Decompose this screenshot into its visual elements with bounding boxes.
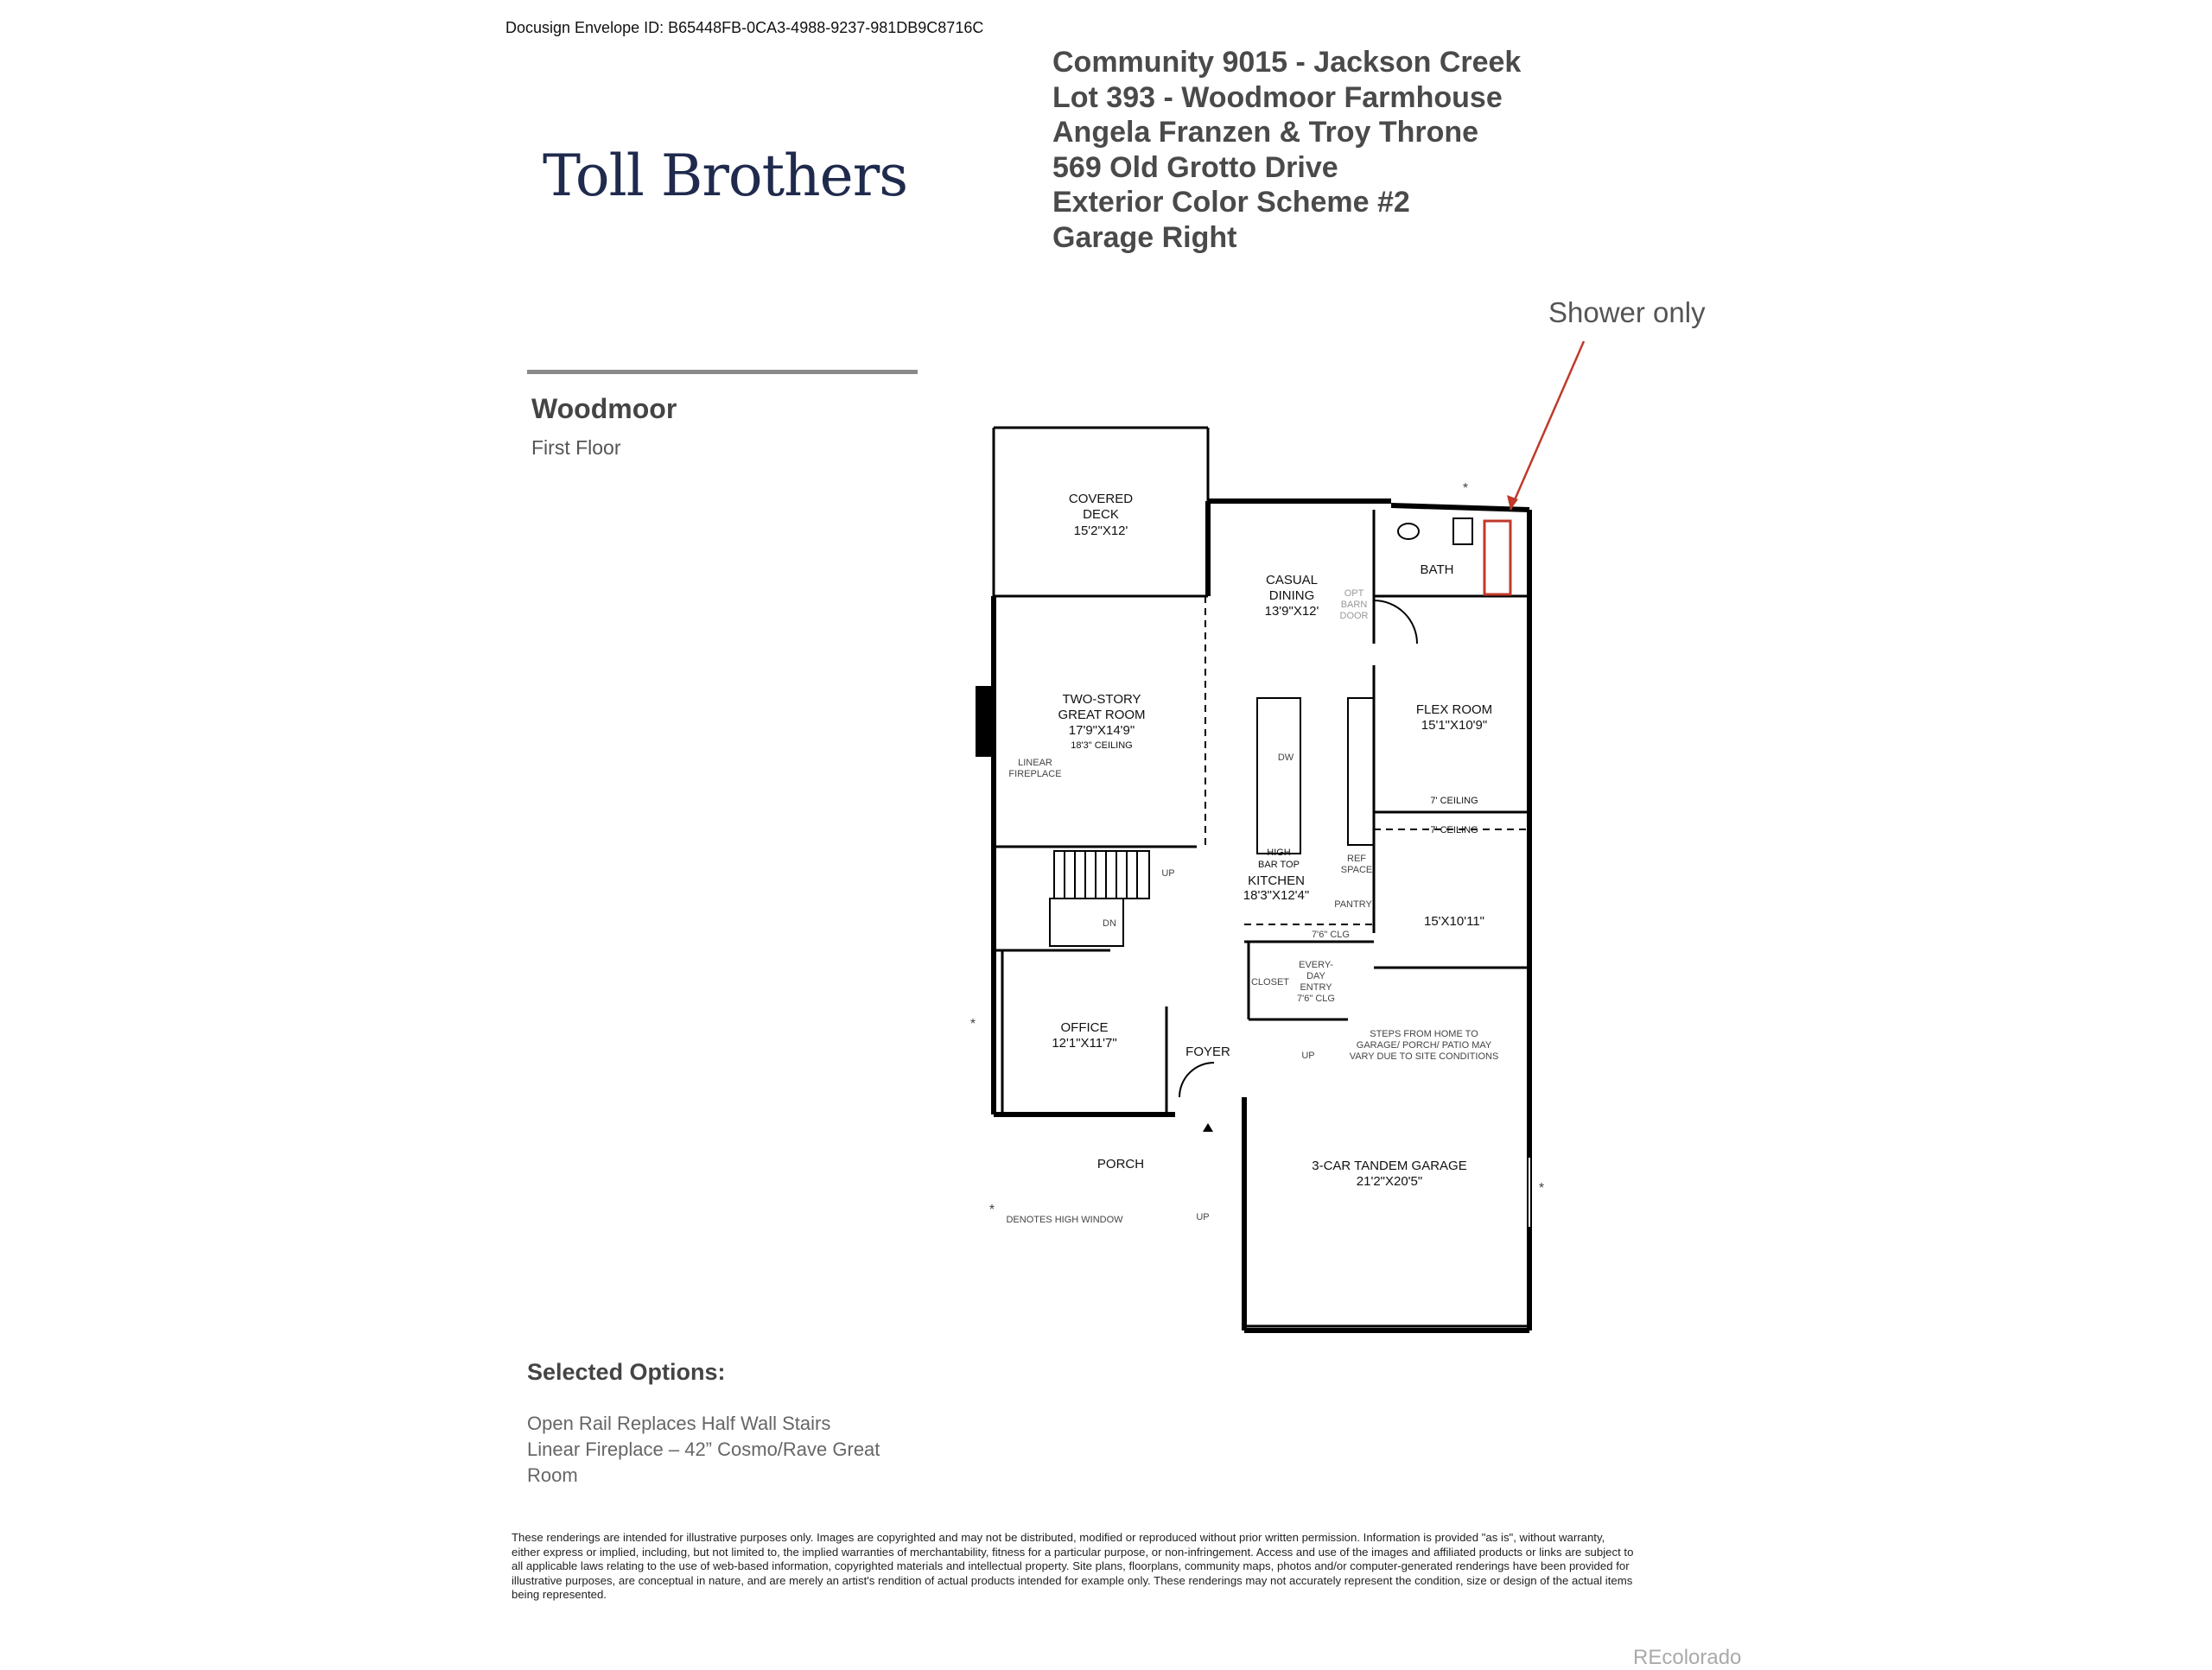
legal-disclaimer: These renderings are intended for illustrative purposes only. Images are copyrighted and may not be distributed, modified or reproduced without prior written permission. Information is provided "as is", without warranty, either express or implied, including, but not limited to, the implied warranties of merchantability, fitness for a particular purpose, or non-infringement. Access and use of the images and affiliated products or links are subject to all applicable laws relating to the use of web-based information, copyrighted materials and intellectual property. Site plans, floorplans, community maps, photos and/or computer-generated renderings have been provided for illustrative purposes, are conceptual in nature, and are merely an artist's rendition of actual products intended for example only. These renderings may not accurately represent the condition, size or design of the actual items being represented. bbox=[512, 1531, 1634, 1601]
label-casual-dining-3: 13'9"X12' bbox=[1264, 604, 1319, 619]
kitchen-island bbox=[1257, 698, 1300, 854]
shower-only-annotation: Shower only bbox=[1548, 296, 1706, 328]
label-office-1: OFFICE bbox=[1060, 1020, 1109, 1035]
bath-door-swing bbox=[1374, 600, 1417, 644]
color-scheme-line: Exterior Color Scheme #2 bbox=[1052, 186, 1410, 219]
bath-sink bbox=[1398, 524, 1419, 539]
label-up-1: UP bbox=[1161, 868, 1175, 879]
label-fireplace-2: FIREPLACE bbox=[1008, 769, 1062, 779]
label-great-room-2: GREAT ROOM bbox=[1058, 708, 1146, 722]
label-dw: DW bbox=[1277, 752, 1294, 763]
label-kitchen-2: 18'3"X12'4" bbox=[1243, 888, 1310, 903]
label-flex-room-2: 15'1"X10'9" bbox=[1421, 718, 1488, 733]
label-kitchen-1: KITCHEN bbox=[1248, 873, 1305, 888]
high-window-star-2: * bbox=[969, 1017, 976, 1032]
label-everyday-3: ENTRY bbox=[1300, 982, 1332, 993]
label-ref-space-1: REF bbox=[1347, 854, 1366, 864]
label-pantry: PANTRY bbox=[1334, 899, 1372, 910]
option-item: Open Rail Replaces Half Wall Stairs bbox=[527, 1413, 831, 1434]
label-clg-76: 7'6" CLG bbox=[1312, 930, 1350, 940]
linear-fireplace bbox=[976, 687, 994, 756]
label-ceiling-7b: 7' CEILING bbox=[1430, 825, 1478, 835]
stairs bbox=[1050, 851, 1149, 946]
shower-highlight-box bbox=[1484, 521, 1510, 594]
label-closet: CLOSET bbox=[1250, 977, 1290, 987]
label-covered-deck-1: COVERED bbox=[1068, 492, 1134, 506]
label-everyday-4: 7'6" CLG bbox=[1297, 994, 1335, 1004]
label-great-room-1: TWO-STORY bbox=[1062, 692, 1141, 707]
floor-name: First Floor bbox=[531, 436, 621, 459]
label-garage-bay: 15'X10'11" bbox=[1424, 914, 1484, 929]
toll-brothers-logo: Toll Brothers bbox=[543, 143, 908, 209]
label-covered-deck-3: 15'2"X12' bbox=[1073, 524, 1128, 538]
bath-toilet bbox=[1453, 518, 1472, 544]
entry-arrow-icon bbox=[1203, 1123, 1213, 1132]
selected-options-list bbox=[527, 1411, 916, 1489]
label-everyday-1: EVERY- bbox=[1299, 960, 1333, 970]
label-dn: DN bbox=[1103, 918, 1116, 929]
label-steps-1: STEPS FROM HOME TO bbox=[1370, 1029, 1478, 1039]
label-steps-3: VARY DUE TO SITE CONDITIONS bbox=[1349, 1051, 1499, 1062]
docusign-envelope-id: Docusign Envelope ID: B65448FB-0CA3-4988-9237-981DB9C8716C bbox=[505, 19, 984, 36]
label-ref-space-2: SPACE bbox=[1340, 865, 1373, 875]
label-porch: PORCH bbox=[1096, 1157, 1145, 1172]
selected-options-title: Selected Options: bbox=[527, 1359, 726, 1385]
high-window-star-3: * bbox=[1538, 1181, 1545, 1196]
annotation-arrow bbox=[1510, 341, 1584, 510]
lot-line: Lot 393 - Woodmoor Farmhouse bbox=[1052, 80, 1503, 114]
label-bath: BATH bbox=[1420, 562, 1454, 577]
buyers-line: Angela Franzen & Troy Throne bbox=[1052, 116, 1479, 149]
label-barn-door-1: OPT bbox=[1344, 588, 1364, 599]
label-high-window-note: DENOTES HIGH WINDOW bbox=[1006, 1215, 1123, 1225]
label-up-2: UP bbox=[1301, 1051, 1315, 1061]
label-steps-2: GARAGE/ PORCH/ PATIO MAY bbox=[1356, 1040, 1492, 1051]
label-up-3: UP bbox=[1196, 1212, 1210, 1222]
label-barn-door-3: DOOR bbox=[1339, 611, 1369, 621]
label-garage-1: 3-CAR TANDEM GARAGE bbox=[1312, 1159, 1467, 1173]
high-window-star-1: * bbox=[1462, 481, 1469, 496]
label-garage-2: 21'2"X20'5" bbox=[1356, 1174, 1423, 1189]
label-flex-room-1: FLEX ROOM bbox=[1415, 702, 1493, 717]
label-office-2: 12'1"X11'7" bbox=[1052, 1036, 1117, 1051]
recolorado-watermark: REcolorado bbox=[1633, 1646, 1742, 1669]
label-foyer: FOYER bbox=[1185, 1045, 1230, 1059]
garage-line: Garage Right bbox=[1052, 220, 1237, 254]
label-covered-deck-2: DECK bbox=[1083, 507, 1119, 522]
label-casual-dining-1: CASUAL bbox=[1265, 573, 1319, 587]
foyer-door-swing bbox=[1179, 1063, 1214, 1097]
label-casual-dining-2: DINING bbox=[1268, 588, 1315, 603]
label-fireplace-1: LINEAR bbox=[1018, 758, 1052, 768]
kitchen-counter bbox=[1348, 698, 1374, 845]
label-barn-door-2: BARN bbox=[1340, 600, 1368, 610]
label-high-bar-1: HIGH bbox=[1267, 848, 1291, 858]
label-ceiling-7a: 7' CEILING bbox=[1430, 796, 1478, 806]
high-window-star-4: * bbox=[988, 1203, 995, 1217]
address-line: 569 Old Grotto Drive bbox=[1052, 150, 1338, 184]
label-great-room-3: 17'9"X14'9" bbox=[1068, 723, 1135, 738]
community-line: Community 9015 - Jackson Creek bbox=[1052, 46, 1522, 79]
option-item: Linear Fireplace – 42” Cosmo/Rave Great Room bbox=[527, 1438, 880, 1486]
plan-name: Woodmoor bbox=[531, 393, 677, 424]
label-great-room-4: 18'3" CEILING bbox=[1071, 740, 1133, 751]
label-everyday-2: DAY bbox=[1306, 971, 1325, 981]
label-high-bar-2: BAR TOP bbox=[1258, 860, 1300, 870]
